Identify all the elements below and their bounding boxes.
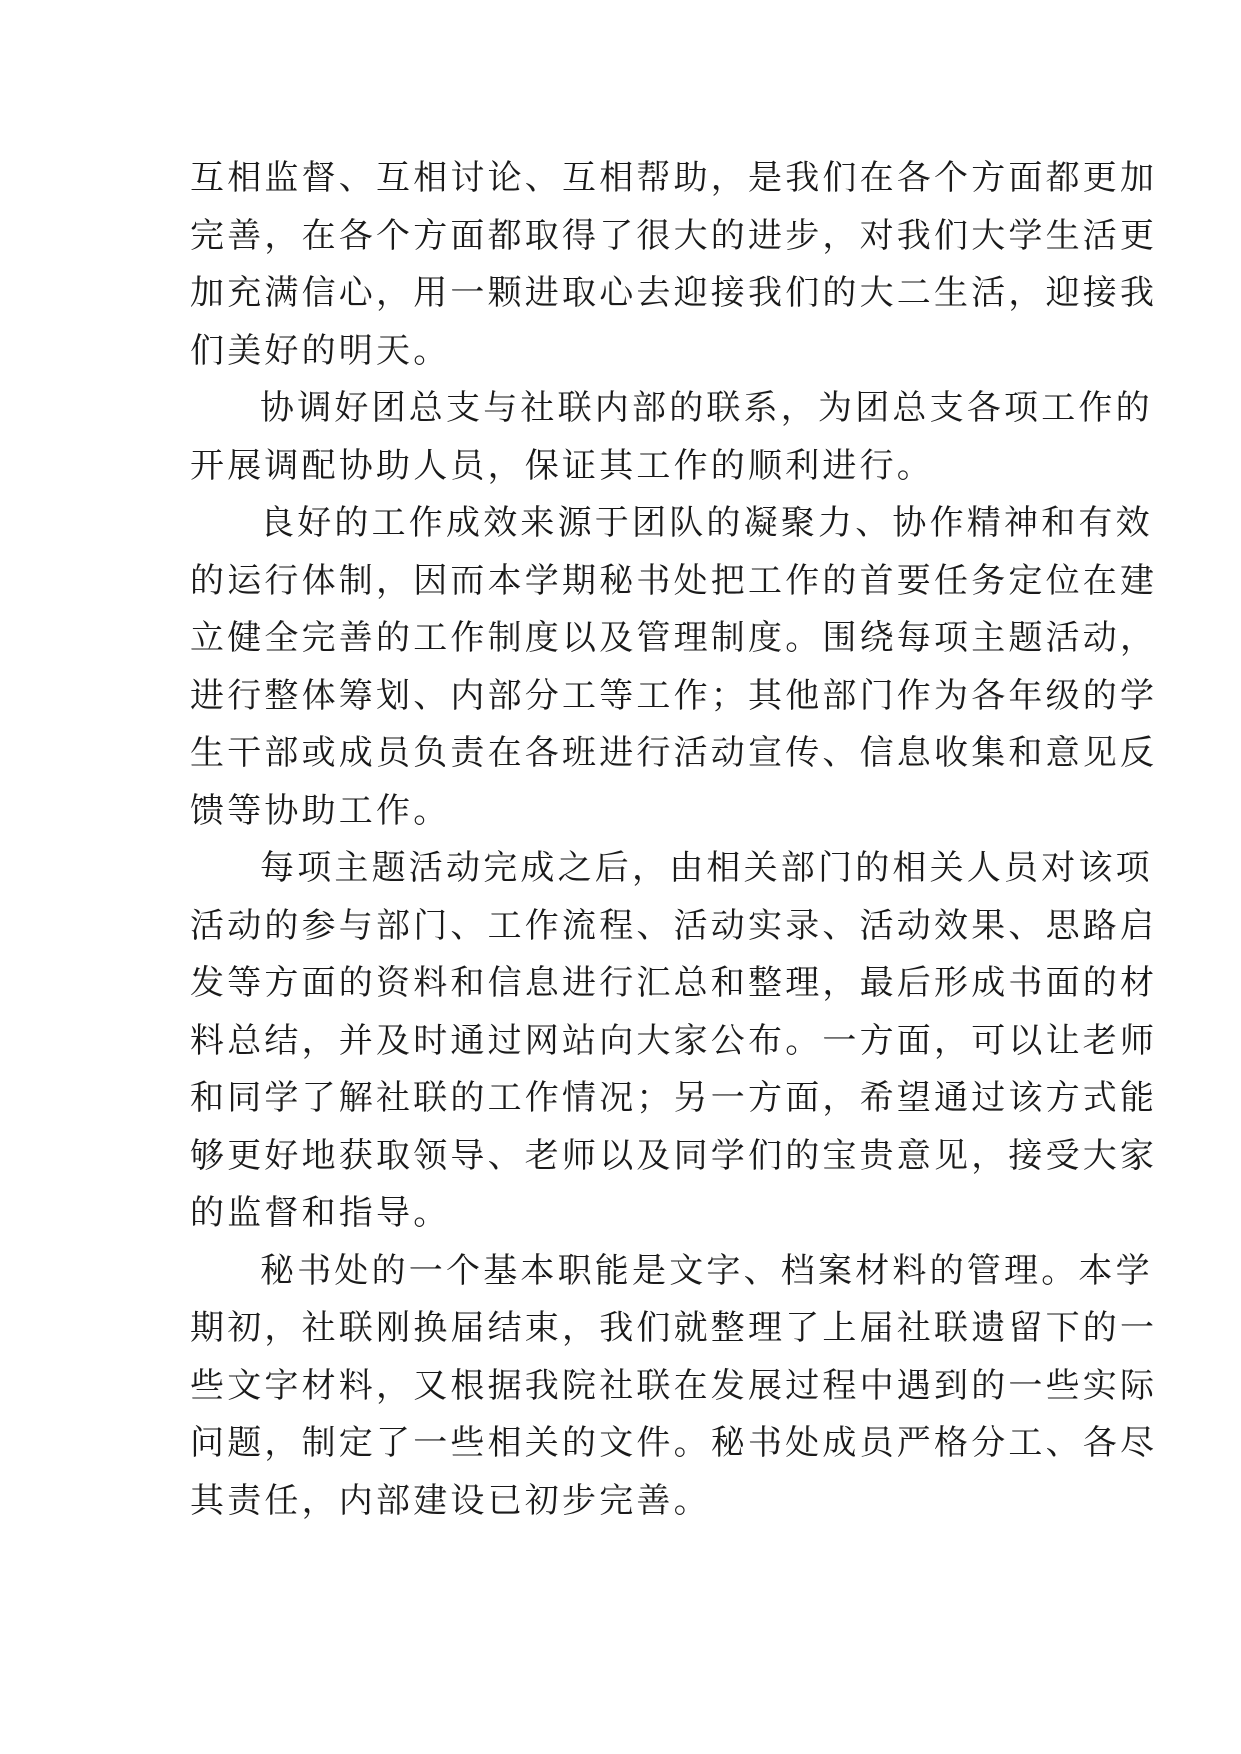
- text-line: 些文字材料，又根据我院社联在发展过程中遇到的一些实际: [190, 1365, 1158, 1406]
- text-line: 立健全完善的工作制度以及管理制度。围绕每项主题活动，: [190, 618, 1158, 658]
- text-line: 生干部或成员负责在各班进行活动宣传、信息收集和意见反: [190, 733, 1158, 773]
- paragraph-first-line: 良好的工作成效来源于团队的凝聚力、协作精神和有效: [260, 503, 1153, 543]
- text-line: 加充满信心，用一颗进取心去迎接我们的大二生活，迎接我: [190, 273, 1158, 313]
- text-line: 料总结，并及时通过网站向大家公布。一方面，可以让老师: [190, 1020, 1158, 1061]
- text-line: 互相监督、互相讨论、互相帮助，是我们在各个方面都更加: [190, 158, 1158, 198]
- paragraph-first-line: 协调好团总支与社联内部的联系，为团总支各项工作的: [260, 388, 1153, 428]
- text-line: 够更好地获取领导、老师以及同学们的宝贵意见，接受大家: [190, 1135, 1158, 1176]
- text-line: 开展调配协助人员，保证其工作的顺利进行。: [190, 445, 934, 486]
- text-line: 的运行体制，因而本学期秘书处把工作的首要任务定位在建: [190, 560, 1158, 601]
- paragraph-first-line: 每项主题活动完成之后，由相关部门的相关人员对该项: [260, 848, 1153, 888]
- text-line: 期初，社联刚换届结束，我们就整理了上届社联遗留下的一: [190, 1308, 1158, 1348]
- text-line: 的监督和指导。: [190, 1193, 451, 1233]
- text-line: 馈等协助工作。: [190, 790, 451, 831]
- text-line: 完善，在各个方面都取得了很大的进步，对我们大学生活更: [190, 215, 1158, 256]
- text-line: 发等方面的资料和信息进行汇总和整理，最后形成书面的材: [190, 963, 1158, 1003]
- text-line: 活动的参与部门、工作流程、活动实录、活动效果、思路启: [190, 905, 1158, 946]
- paragraph-first-line: 秘书处的一个基本职能是文字、档案材料的管理。本学: [260, 1250, 1153, 1291]
- text-line: 其责任，内部建设已初步完善。: [190, 1480, 711, 1521]
- text-line: 问题，制定了一些相关的文件。秘书处成员严格分工、各尽: [190, 1423, 1158, 1463]
- text-line: 和同学了解社联的工作情况；另一方面，希望通过该方式能: [190, 1078, 1158, 1118]
- text-line: 们美好的明天。: [190, 330, 451, 371]
- text-line: 进行整体筹划、内部分工等工作；其他部门作为各年级的学: [190, 675, 1158, 716]
- document-body: [190, 150, 1158, 1530]
